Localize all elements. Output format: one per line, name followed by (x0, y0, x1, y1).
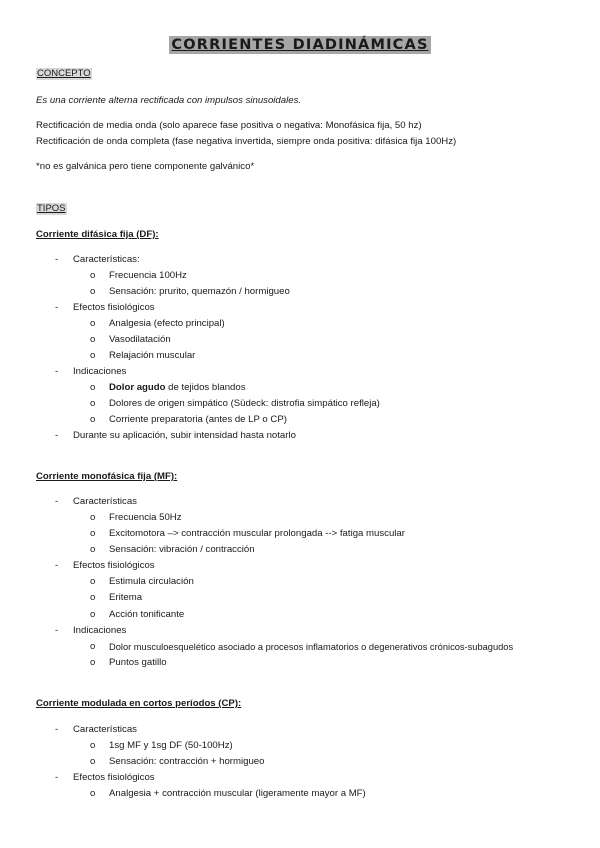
bullet-marker: o (90, 512, 96, 523)
mf-eritema: Eritema (109, 592, 143, 603)
bullet-marker: o (90, 756, 96, 767)
mf-indicaciones: Indicaciones (73, 625, 127, 636)
mf-sensacion: Sensación: vibración / contracción (109, 544, 255, 555)
mf-circulacion: Estimula circulación (109, 576, 194, 587)
bullet-marker: o (90, 350, 96, 361)
df-efectos: Efectos fisiológicos (73, 302, 155, 313)
df-preparatoria: Corriente preparatoria (antes de LP o CP) (109, 414, 287, 425)
cp-composicion: 1sg MF y 1sg DF (50-100Hz) (109, 740, 233, 751)
mf-puntos-gatillo: Puntos gatillo (109, 657, 167, 668)
cp-section-title: Corriente modulada en cortos períodos (CP): (36, 698, 242, 709)
dash-marker: - (55, 302, 59, 313)
mf-efectos: Efectos fisiológicos (73, 560, 155, 571)
df-relajacion: Relajación muscular (109, 350, 196, 361)
concepto-line-1: Rectificación de media onda (solo aparece fase positiva o negativa: Monofásica fija, 50 hz) (36, 120, 422, 131)
concepto-definition: Es una corriente alterna rectificada con impulsos sinusoidales. (36, 95, 302, 106)
dash-marker: - (55, 560, 59, 571)
mf-tonificante: Acción tonificante (109, 609, 185, 620)
concepto-note: *no es galvánica pero tiene componente galvánico* (36, 161, 255, 172)
df-dolor-agudo-bold: Dolor agudo (109, 382, 166, 393)
df-durante: Durante su aplicación, subir intensidad hasta notarlo (73, 430, 296, 441)
cp-analgesia: Analgesia + contracción muscular (ligeramente mayor a MF) (109, 788, 366, 799)
mf-section-title: Corriente monofásica fija (MF): (36, 471, 178, 482)
mf-frecuencia: Frecuencia 50Hz (109, 512, 182, 523)
bullet-marker: o (90, 788, 96, 799)
df-dolores-simpatico: Dolores de origen simpático (Südeck: distrofia simpático refleja) (109, 398, 380, 409)
bullet-marker: o (90, 414, 96, 425)
cp-caracteristicas: Características (73, 724, 137, 735)
bullet-marker: o (90, 576, 96, 587)
bullet-marker: o (90, 641, 96, 652)
df-dolor-agudo (109, 382, 246, 394)
bullet-marker: o (90, 334, 96, 345)
document-title: CORRIENTES DIADINÁMICAS (171, 37, 429, 53)
bullet-marker: o (90, 318, 96, 329)
df-frecuencia: Frecuencia 100Hz (109, 270, 187, 281)
mf-caracteristicas: Características (73, 496, 137, 507)
bullet-marker: o (90, 382, 96, 393)
dash-marker: - (55, 254, 59, 265)
dash-marker: - (55, 430, 59, 441)
document-title-wrap (0, 36, 600, 54)
df-indicaciones: Indicaciones (73, 366, 127, 377)
mf-excitomotora: Excitomotora –> contracción muscular prolongada --> fatiga muscular (109, 528, 405, 539)
mf-dolor-musculo: Dolor musculoesquelético asociado a procesos inflamatorios o degenerativos crónicos-subagudos (109, 642, 514, 652)
df-caracteristicas: Características: (73, 254, 140, 265)
df-sensacion: Sensación: prurito, quemazón / hormigueo (109, 286, 290, 297)
concepto-heading: CONCEPTO (37, 68, 91, 79)
bullet-marker: o (90, 544, 96, 555)
df-dolor-agudo-rest: de tejidos blandos (165, 382, 246, 393)
df-analgesia: Analgesia (efecto principal) (109, 318, 225, 329)
bullet-marker: o (90, 528, 96, 539)
bullet-marker: o (90, 286, 96, 297)
bullet-marker: o (90, 609, 96, 620)
dash-marker: - (55, 724, 59, 735)
dash-marker: - (55, 496, 59, 507)
bullet-marker: o (90, 592, 96, 603)
df-vasodilatacion: Vasodilatación (109, 334, 171, 345)
dash-marker: - (55, 625, 59, 636)
dash-marker: - (55, 772, 59, 783)
bullet-marker: o (90, 740, 96, 751)
cp-efectos: Efectos fisiológicos (73, 772, 155, 783)
bullet-marker: o (90, 270, 96, 281)
df-section-title: Corriente difásica fija (DF): (36, 229, 159, 240)
bullet-marker: o (90, 657, 96, 668)
tipos-heading: TIPOS (37, 203, 66, 214)
cp-sensacion: Sensación: contracción + hormigueo (109, 756, 265, 767)
bullet-marker: o (90, 398, 96, 409)
dash-marker: - (55, 366, 59, 377)
concepto-line-2: Rectificación de onda completa (fase negativa invertida, siempre onda positiva: difásica fija 100Hz) (36, 136, 457, 147)
